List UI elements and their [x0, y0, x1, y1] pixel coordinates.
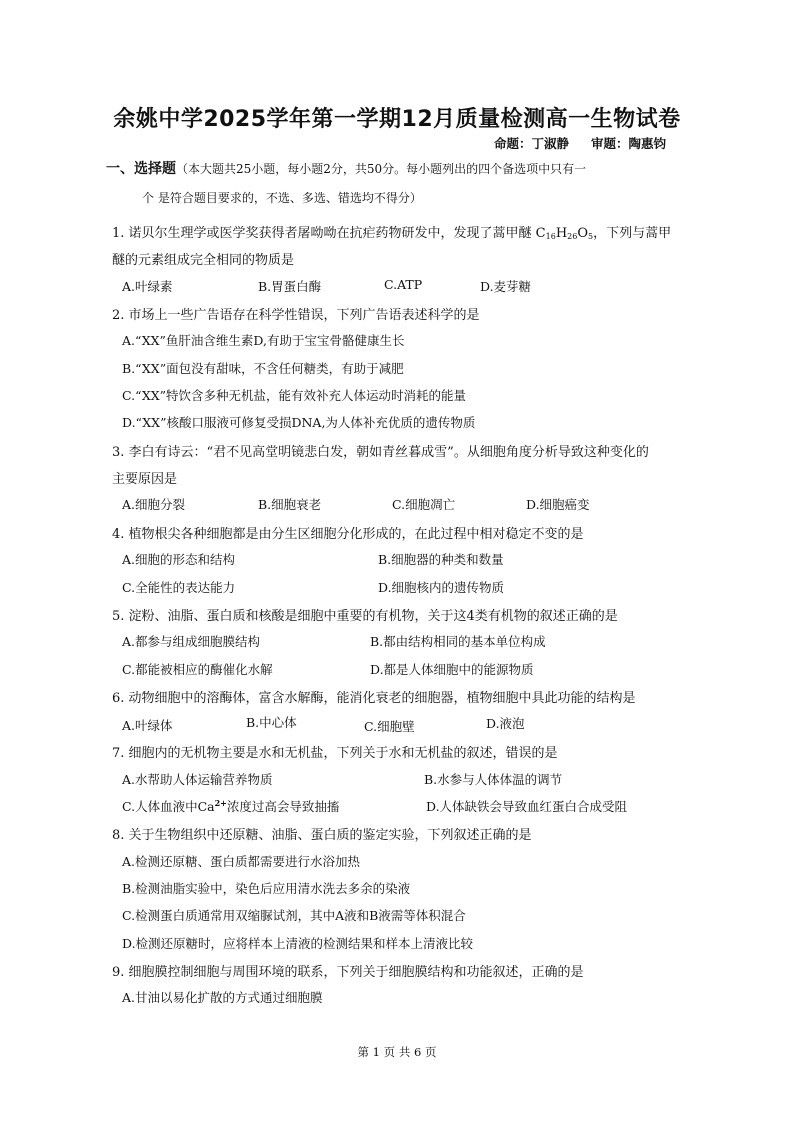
q4-option-b: B.细胞器的种类和数量 [378, 552, 504, 567]
author-label: 命题：丁淑静 [493, 136, 569, 151]
q1-option-d: D.麦芽糖 [480, 279, 532, 294]
question-7-stem: 7. 细胞内的无机物主要是水和无机盐，下列关于水和无机盐的叙述，错误的是 [112, 746, 558, 761]
reviewer-label: 审题：陶惠钧 [590, 136, 666, 151]
q3-option-a: A.细胞分裂 [122, 497, 186, 512]
page-number: 第 1 页 共 6 页 [357, 1045, 437, 1059]
q5-option-c: C.都能被相应的酶催化水解 [122, 662, 273, 677]
q5-option-d: D.都是人体细胞中的能源物质 [370, 662, 534, 677]
q5-option-a: A.都参与组成细胞膜结构 [122, 634, 261, 649]
q6-option-d: D.液泡 [486, 716, 525, 731]
section-instructions-1: （本大题共25小题，每小题2分，共50分。每小题列出的四个备选项中只有一 [176, 162, 587, 176]
q6-option-c: C.细胞壁 [364, 719, 415, 734]
q4-option-c: C.全能性的表达能力 [122, 580, 236, 595]
question-3-stem: 3. 李白有诗云：“君不见高堂明镜悲白发，朝如青丝暮成雪”。从细胞角度分析导致这种变化的 [112, 445, 649, 460]
q3-option-c: C.细胞凋亡 [392, 497, 456, 512]
q8-option-c: C.检测蛋白质通常用双缩脲试剂，其中A液和B液需等体积混合 [122, 908, 466, 923]
q2-option-b: B.“XX”面包没有甜味，不含任何糖类，有助于减肥 [122, 361, 404, 376]
question-1-stem-cont: 醚的元素组成完全相同的物质是 [112, 253, 295, 268]
question-2-stem: 2. 市场上一些广告语存在科学性错误，下列广告语表述科学的是 [112, 308, 480, 323]
q7-option-a: A.水帮助人体运输营养物质 [122, 772, 273, 787]
q8-option-d: D.检测还原糖时，应将样本上清液的检测结果和样本上清液比较 [122, 936, 474, 951]
exam-title: 余姚中学2025学年第一学期12月质量检测高一生物试卷 [113, 107, 681, 132]
q7-option-d: D.人体缺铁会导致血红蛋白合成受阻 [426, 799, 628, 814]
q3-option-d: D.细胞癌变 [526, 497, 590, 512]
question-3-stem-cont: 主要原因是 [112, 472, 178, 487]
q4-option-a: A.细胞的形态和结构 [122, 552, 236, 567]
q2-option-a: A.“XX”鱼肝油含维生素D,有助于宝宝骨骼健康生长 [122, 333, 405, 348]
exam-authors [472, 134, 666, 152]
question-1-stem: 1. 诺贝尔生理学或医学奖获得者屠呦呦在抗疟药物研发中，发现了蒿甲醚 $C_{16}H_{26}O_5$，下列与蒿甲 [112, 226, 672, 241]
section-heading [106, 158, 586, 178]
q3-option-b: B.细胞衰老 [258, 497, 322, 512]
q1-option-a: A.叶绿素 [122, 279, 173, 294]
q4-option-d: D.细胞核内的遗传物质 [378, 580, 505, 595]
q6-option-a: A.叶绿体 [122, 718, 173, 733]
q7-option-b: B.水参与人体体温的调节 [424, 772, 563, 787]
q2-option-c: C.“XX”特饮含多种无机盐，能有效补充人体运动时消耗的能量 [122, 388, 467, 403]
question-9-stem: 9. 细胞膜控制细胞与周围环境的联系，下列关于细胞膜结构和功能叙述，正确的是 [112, 965, 584, 980]
q7-option-c: C.人体血液中$Ca^{2+}$浓度过高会导致抽搐 [122, 798, 340, 814]
question-5-stem: 5. 淀粉、油脂、蛋白质和核酸是细胞中重要的有机物，关于这4类有机物的叙述正确的是 [112, 609, 618, 624]
q1-option-c: C.ATP [384, 277, 423, 292]
q5-option-b: B.都由结构相同的基本单位构成 [370, 634, 546, 649]
section-title: 一、选择题 [106, 161, 176, 177]
q2-option-d: D.“XX”核酸口服液可修复受损DNA,为人体补充优质的遗传物质 [122, 415, 476, 430]
q8-option-b: B.检测油脂实验中，染色后应用清水洗去多余的染液 [122, 881, 411, 896]
q6-option-b: B.中心体 [246, 715, 297, 730]
q9-option-a: A.甘油以易化扩散的方式通过细胞膜 [122, 990, 323, 1005]
section-instructions-2: 个 是符合题目要求的，不选、多选、错选均不得分） [142, 191, 422, 205]
question-6-stem: 6. 动物细胞中的溶酶体，富含水解酶，能消化衰老的细胞器，植物细胞中具此功能的结构是 [112, 691, 636, 706]
question-8-stem: 8. 关于生物组织中还原糖、油脂、蛋白质的鉴定实验，下列叙述正确的是 [112, 828, 532, 843]
question-4-stem: 4. 植物根尖各种细胞都是由分生区细胞分化形成的，在此过程中相对稳定不变的是 [112, 527, 584, 542]
q1-option-b: B.胃蛋白酶 [258, 279, 322, 294]
q8-option-a: A.检测还原糖、蛋白质都需要进行水浴加热 [122, 854, 361, 869]
